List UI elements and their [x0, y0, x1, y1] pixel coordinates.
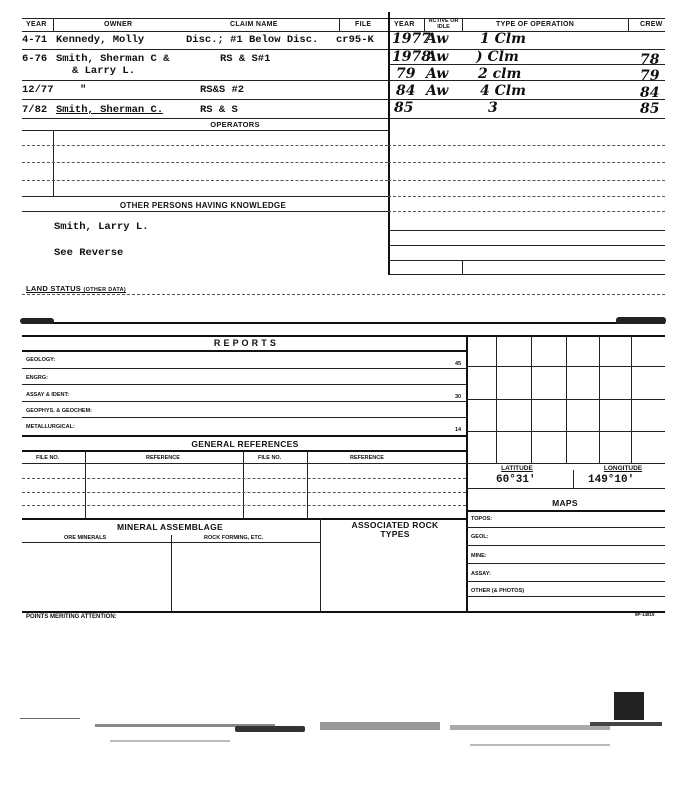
- row-rule: [22, 322, 665, 324]
- owner-row-owner: Smith, Sherman C.: [56, 104, 164, 116]
- owner-row-year: 4-71: [22, 34, 48, 46]
- owner-row-year: 12/77: [22, 84, 54, 96]
- activity-crew: 79: [640, 68, 660, 84]
- top-border: [22, 18, 665, 19]
- owner-row-owner: ": [80, 84, 87, 96]
- redaction-mark: [616, 317, 666, 324]
- maps-row-label: GEOL:: [471, 534, 489, 540]
- activity-operation: 1 Clm: [480, 31, 526, 47]
- activity-active: Aw: [426, 49, 449, 65]
- owner-row-file: cr95-K: [336, 34, 374, 46]
- maps-row-label: MINE:: [471, 553, 487, 559]
- col-rock-forming: ROCK FORMING, ETC.: [204, 535, 264, 541]
- row-rule: [22, 99, 388, 100]
- owner-row-owner-cont: & Larry L.: [72, 65, 136, 77]
- scan-noise: [20, 718, 80, 719]
- center-divider: [388, 12, 390, 274]
- latitude-label: LATITUDE: [501, 465, 533, 472]
- header-type-of-operation: TYPE OF OPERATION: [496, 21, 575, 28]
- row-rule: [22, 463, 466, 464]
- other-person-item: See Reverse: [54, 247, 124, 259]
- row-rule: [22, 417, 466, 418]
- row-rule: [388, 118, 665, 119]
- grid-row: [466, 463, 665, 464]
- row-rule: [388, 180, 665, 181]
- owner-row-claim: RS & S: [200, 104, 238, 116]
- row-rule: [22, 196, 388, 197]
- owner-row-year: 7/82: [22, 104, 48, 116]
- row-rule: [388, 260, 665, 261]
- land-status-label: [26, 284, 126, 293]
- row-rule: [22, 505, 466, 506]
- activity-operation: 2 clm: [478, 66, 522, 82]
- owner-row-claim: RS & S#1: [220, 53, 271, 65]
- owner-row-owner: Smith, Sherman C &: [56, 53, 170, 65]
- points-meriting-attention: POINTS MERITING ATTENTION:: [26, 614, 117, 620]
- row-rule: [22, 294, 665, 295]
- land-status-sub: (OTHER DATA): [83, 287, 126, 293]
- report-label: ENGRG:: [26, 375, 48, 381]
- row-rule: [388, 145, 665, 146]
- row-rule: [22, 211, 388, 212]
- row-rule: [388, 274, 665, 275]
- land-status-title: LAND STATUS: [26, 284, 82, 293]
- activity-active: Aw: [426, 66, 449, 82]
- report-label: ASSAY & IDENT:: [26, 392, 70, 398]
- row-rule: [388, 196, 665, 197]
- scan-noise: [235, 726, 305, 732]
- col-divider: [171, 535, 172, 611]
- report-number: 30: [455, 394, 462, 400]
- row-rule: [22, 368, 466, 369]
- scan-noise: [110, 740, 230, 742]
- row-rule: [22, 435, 466, 437]
- activity-operation: ) Clm: [476, 49, 519, 65]
- bottom-rule: [22, 611, 665, 613]
- row-rule: [22, 450, 466, 452]
- col-divider: [53, 18, 54, 32]
- row-rule: [22, 145, 388, 146]
- row-rule: [22, 492, 466, 493]
- scan-noise: [320, 722, 440, 730]
- activity-year: 79: [396, 66, 416, 82]
- owner-row-claim: Disc.; #1 Below Disc.: [186, 34, 319, 46]
- grid-row: [466, 366, 665, 367]
- maps-row-label: OTHER (& PHOTOS): [471, 588, 525, 594]
- row-rule: [466, 581, 665, 582]
- row-rule: [466, 510, 665, 512]
- grid-row: [466, 431, 665, 432]
- operators-label: OPERATORS: [210, 120, 260, 129]
- activity-active: Aw: [426, 83, 449, 99]
- header-year-2: YEAR: [394, 21, 415, 28]
- mineral-assemblage-title: MINERAL ASSEMBLAGE: [117, 522, 223, 532]
- latitude-value: 60°31': [496, 474, 536, 486]
- row-rule: [388, 162, 665, 163]
- row-rule: [22, 350, 466, 352]
- report-label: METALLURGICAL:: [26, 424, 75, 430]
- owner-row-claim: RS&S #2: [200, 84, 245, 96]
- reports-right-divider: [466, 335, 468, 611]
- row-rule: [22, 130, 388, 131]
- row-rule: [466, 563, 665, 564]
- owner-row-owner: Kennedy, Molly: [56, 34, 145, 46]
- row-rule: [22, 335, 665, 337]
- row-rule: [22, 401, 466, 402]
- header-year: YEAR: [26, 21, 47, 28]
- col-divider: [307, 450, 308, 518]
- form-number: 8P-14815: [635, 612, 655, 617]
- row-rule: [22, 118, 388, 119]
- col-divider: [573, 470, 574, 488]
- col-divider: [243, 450, 244, 518]
- activity-crew: 85: [640, 101, 660, 117]
- row-rule: [388, 99, 665, 100]
- activity-year: 84: [396, 83, 416, 99]
- col-divider: [628, 18, 629, 32]
- header-file: FILE: [355, 21, 372, 28]
- col-divider: [320, 518, 321, 611]
- longitude-label: LONGITUDE: [603, 465, 643, 472]
- row-rule: [22, 80, 388, 81]
- activity-year: 1977: [392, 31, 431, 47]
- grid-row: [466, 399, 665, 400]
- row-rule: [22, 180, 388, 181]
- other-person-item: Smith, Larry L.: [54, 221, 149, 233]
- col-divider: [462, 18, 463, 32]
- report-number: 14: [455, 427, 462, 433]
- redaction-mark: [20, 318, 54, 324]
- scan-artifact-block: [614, 692, 644, 720]
- other-persons-label: OTHER PERSONS HAVING KNOWLEDGE: [119, 201, 287, 210]
- activity-active: Aw: [426, 31, 449, 47]
- row-rule: [388, 211, 665, 212]
- row-rule: [466, 596, 665, 597]
- scan-noise: [470, 744, 610, 746]
- col-reference-2: REFERENCE: [350, 455, 384, 461]
- reports-title: R E P O R T S: [213, 338, 277, 348]
- report-label: GEOLOGY:: [26, 357, 56, 363]
- col-ore-minerals: ORE MINERALS: [64, 535, 107, 541]
- maps-title: MAPS: [552, 498, 578, 508]
- maps-row-label: TOPOS:: [471, 516, 492, 522]
- activity-year: 1978: [392, 49, 431, 65]
- report-number: 45: [455, 361, 462, 367]
- header-crew: CREW: [640, 21, 663, 28]
- scan-noise: [450, 725, 610, 730]
- associated-rock-types: ASSOCIATED ROCK TYPES: [351, 520, 439, 539]
- header-owner: OWNER: [104, 21, 133, 28]
- row-rule: [388, 245, 665, 246]
- header-active-idle: ACTIVE OR IDLE: [428, 18, 459, 30]
- col-divider: [339, 18, 340, 32]
- activity-crew: 78: [640, 52, 660, 68]
- owner-row-year: 6-76: [22, 53, 48, 65]
- col-file-no-2: FILE NO.: [258, 455, 282, 461]
- col-divider: [462, 260, 463, 274]
- general-references-title: GENERAL REFERENCES: [191, 439, 299, 449]
- col-divider: [85, 450, 86, 518]
- header-claim-name: CLAIM NAME: [230, 21, 278, 28]
- activity-operation: 3: [488, 100, 498, 116]
- scan-noise: [590, 722, 662, 726]
- activity-year: 85: [394, 100, 414, 116]
- longitude-value: 149°10': [588, 474, 635, 486]
- row-rule: [466, 527, 665, 528]
- maps-row-label: ASSAY:: [471, 571, 491, 577]
- row-rule: [22, 384, 466, 385]
- row-rule: [22, 162, 388, 163]
- activity-crew: 84: [640, 85, 660, 101]
- row-rule: [466, 545, 665, 546]
- col-reference: REFERENCE: [146, 455, 180, 461]
- activity-operation: 4 Clm: [480, 83, 526, 99]
- report-label: GEOPHYS. & GEOCHEM:: [26, 408, 93, 414]
- col-file-no: FILE NO.: [36, 455, 60, 461]
- header-bottom-rule: [22, 31, 665, 32]
- row-rule: [388, 230, 665, 231]
- row-rule: [22, 49, 388, 50]
- operators-col-divider: [53, 130, 54, 196]
- row-rule: [22, 478, 466, 479]
- row-rule: [466, 488, 665, 489]
